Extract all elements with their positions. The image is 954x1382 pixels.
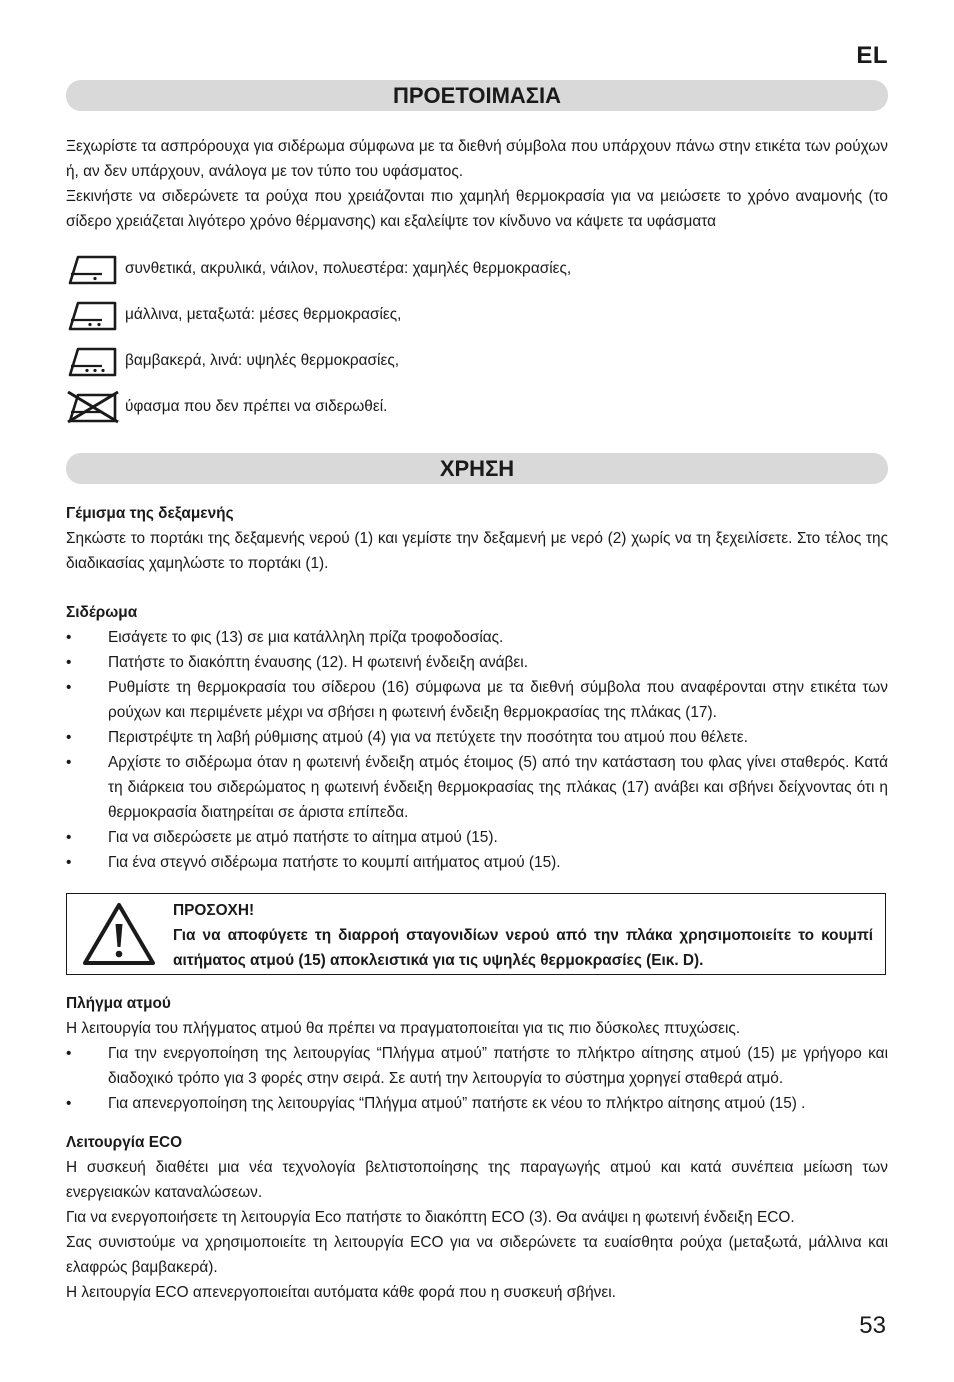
filling-block <box>66 501 888 576</box>
paragraph: Η λειτουργία του πλήγματος ατμού θα πρέπει να πραγματοποιείται για τις πιο δύσκολες πτυχώσεις. <box>66 1020 741 1037</box>
subheading-filling: Γέμισμα της δεξαμενής <box>66 505 234 522</box>
symbol-label: ύφασμα που δεν πρέπει να σιδερωθεί. <box>125 398 388 415</box>
iron-two-dots-icon <box>66 298 120 332</box>
paragraph: Για να ενεργοποιήσετε τη λειτουργία Eco πατήστε το διακόπτη ECO (3). Θα ανάψει η φωτεινή ένδειξη ECO. <box>66 1209 795 1226</box>
paragraph: Ξεχωρίστε τα ασπρόρουχα για σιδέρωμα σύμφωνα με τα διεθνή σύμβολα που υπάρχουν πάνω στην ετικέτα των ρούχων ή, αν δεν υπάρχουν, ανάλογα με τον τύπο του υφάσματος. <box>66 138 888 180</box>
section-title-text: ΠΡΟΕΤΟΙΜΑΣΙΑ <box>392 82 562 108</box>
warning-title: ΠΡΟΣΟΧΗ! <box>173 902 255 919</box>
subheading-steam-burst: Πλήγμα ατμού <box>66 995 171 1012</box>
ironing-block <box>66 600 888 875</box>
symbol-row-high <box>66 344 399 378</box>
list-item: • Για απενεργοποίηση της λειτουργίας “Πλήγμα ατμού” πατήστε εκ νέου το πλήκτρο αίτησης ατμού (15) . <box>66 1091 888 1116</box>
iron-one-dot-icon <box>66 252 120 286</box>
iron-three-dots-icon <box>66 344 120 378</box>
page-number: 53 <box>859 1312 886 1339</box>
list-item: • Εισάγετε το φις (13) σε μια κατάλληλη πρίζα τροφοδοσίας. <box>66 625 888 650</box>
section-title-usage <box>66 453 888 484</box>
language-code: EL <box>856 42 888 69</box>
list-item: • Πατήστε το διακόπτη έναυσης (12). Η φωτεινή ένδειξη ανάβει. <box>66 650 888 675</box>
paragraph: Σας συνιστούμε να χρησιμοποιείτε τη λειτουργία ECO για να σιδερώνετε τα ευαίσθητα ρούχα (μεταξωτά, μάλλινα και ελαφρώς βαμβακερά). <box>66 1234 888 1276</box>
symbol-label: μάλλινα, μεταξωτά: μέσες θερμοκρασίες, <box>125 306 402 323</box>
paragraph: Η λειτουργία ECO απενεργοποιείται αυτόματα κάθε φορά που η συσκευή σβήνει. <box>66 1284 616 1301</box>
warning-body: Για να αποφύγετε τη διαρροή σταγονιδίων νερού από την πλάκα χρησιμοποιείτε το κουμπί αιτήματος ατμού (15) αποκλειστικά για τις υψηλές θερμοκρασίες (Εικ. D). <box>173 927 873 969</box>
list-item: • Ρυθμίστε τη θερμοκρασία του σίδερου (16) σύμφωνα με τα διεθνή σύμβολα που αναφέρονται στην ετικέτα των ρούχων και περιμένετε μέχρι να σβήσει η φωτεινή ένδειξη θερμοκρασίας της πλάκας (17). <box>66 675 888 725</box>
symbol-label: βαμβακερά, λινά: υψηλές θερμοκρασίες, <box>125 352 400 369</box>
symbol-row-do-not-iron <box>66 390 387 424</box>
section-title-preparation <box>66 80 888 111</box>
paragraph: Η συσκευή διαθέτει μια νέα τεχνολογία βελτιστοποίησης της παραγωγής ατμού και κατά συνέπεια μείωση των ενεργειακών καταναλώσεων. <box>66 1159 888 1201</box>
subheading-ironing: Σιδέρωμα <box>66 604 138 621</box>
paragraph: Ξεκινήστε να σιδερώνετε τα ρούχα που χρειάζονται πιο χαμηλή θερμοκρασία για να μειώσετε το χρόνο αναμονής (το σίδερο χρειάζεται λιγότερο χρόνο θέρμανσης) και εξαλείψτε τον κίνδυνο να κάψετε τα υφάσματα <box>66 188 888 230</box>
iron-crossed-out-icon <box>66 390 120 424</box>
list-item: • Περιστρέψτε τη λαβή ρύθμισης ατμού (4) για να πετύχετε την ποσότητα του ατμού που θέλετε. <box>66 725 888 750</box>
paragraph: Σηκώστε το πορτάκι της δεξαμενής νερού (1) και γεμίστε την δεξαμενή με νερό (2) χωρίς να τη ξεχειλίσετε. Στο τέλος της διαδικασίας χαμηλώστε το πορτάκι (1). <box>66 530 888 572</box>
list-item: • Για την ενεργοποίηση της λειτουργίας “Πλήγμα ατμού” πατήστε το πλήκτρο αίτησης ατμού (15) με γρήγορο και διαδοχικό τρόπο για 3 φορές στην σειρά. Σε αυτή την λειτουργία το σύστημα χορηγεί σταθερά ατμό. <box>66 1041 888 1091</box>
preparation-text <box>66 134 888 234</box>
section-title-text: ΧΡΗΣΗ <box>439 455 515 481</box>
symbol-row-medium <box>66 298 401 332</box>
list-item: • Για ένα στεγνό σιδέρωμα πατήστε το κουμπί αιτήματος ατμού (15). <box>66 850 888 875</box>
eco-block <box>66 1130 888 1305</box>
symbol-row-low <box>66 252 571 286</box>
subheading-eco: Λειτουργία ECO <box>66 1134 183 1151</box>
ironing-steps-list <box>66 625 888 875</box>
list-item: • Για να σιδερώσετε με ατμό πατήστε το αίτημα ατμού (15). <box>66 825 888 850</box>
warning-box <box>66 893 886 975</box>
symbol-label: συνθετικά, ακρυλικά, νάιλον, πολυεστέρα: χαμηλές θερμοκρασίες, <box>125 260 572 277</box>
warning-triangle-icon <box>81 900 157 968</box>
burst-block <box>66 991 888 1116</box>
steam-burst-list <box>66 1041 888 1116</box>
list-item: • Αρχίστε το σιδέρωμα όταν η φωτεινή ένδειξη ατμός έτοιμος (5) από την κατάσταση του φλας γίνει σταθερός. Κατά τη διάρκεια του σιδερώματος η φωτεινή ένδειξη θερμοκρασίας της πλάκας (17) ανάβει και σβήνει δείχνοντας ότι η θερμοκρασία διατηρείται σε άριστα επίπεδα. <box>66 750 888 825</box>
warning-text <box>173 898 873 973</box>
